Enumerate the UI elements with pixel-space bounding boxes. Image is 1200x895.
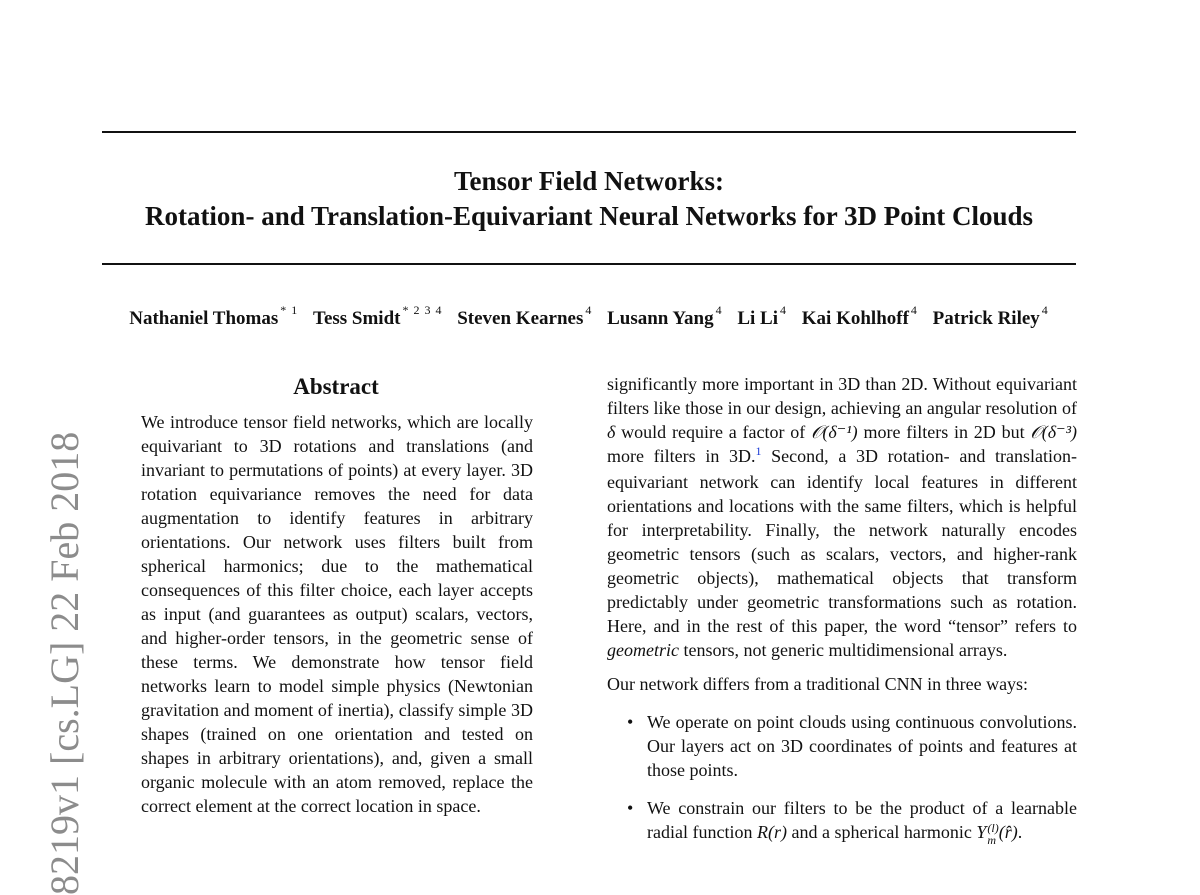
abstract-text: We introduce tensor field networks, which are locally equivariant to 3D rotations and translations (and invariant to permutations of points) at every layer. 3D rotation equivariance removes the need for data augmentation to identify features in arbitrary orientations. Our network uses filters built from spherical harmonics; due to the mathematical consequences of this filter choice, each layer accepts as input (and guarantees as output) scalars, vectors, and higher-order tensors, in the geometric sense of these terms. We demonstrate how tensor field networks learn to model simple physics (Newtonian gravitation and moment of inertia), classify simple 3D shapes (trained on one orientation and tested on shapes in arbitrary orientations), and, given a small organic molecule with an atom removed, replace the correct element at the correct location in space. [141, 412, 533, 816]
author-affiliation: 4 [1041, 303, 1049, 317]
bullet-icon: • [627, 712, 634, 732]
math-delta: δ [607, 422, 616, 442]
author-name: Lusann Yang [607, 308, 714, 330]
bullet-icon: • [627, 798, 634, 818]
author-list [100, 303, 1078, 330]
author-affiliation: 4 [585, 303, 593, 317]
math-big-o: 𝒪(δ⁻¹) [811, 422, 858, 442]
math-superscript: (l) [987, 820, 999, 835]
author [129, 303, 299, 330]
author [607, 303, 723, 330]
arxiv-stamp: 8219v1 [cs.LG] 22 Feb 2018 [42, 431, 87, 895]
text-span: would require a factor of [615, 422, 812, 442]
author-name: Patrick Riley [932, 308, 1040, 330]
author [457, 303, 593, 330]
text-span: Second, a 3D rotation- and translation-equivariant network can identify local features in different orientations and locations with the same filters, which is helpful for interpretability. Finally, the network naturally encodes geometric tensors (such as scalars, vectors, and higher-rank geometric objects), mathematical objects that transform predictably under geometric transformations such as rotation. Here, and in the rest of this paper, the word “tensor” refers to [607, 446, 1077, 636]
math-big-o: 𝒪(δ⁻³) [1030, 422, 1077, 442]
paper-title-line1: Tensor Field Networks: [454, 166, 724, 196]
author-name: Li Li [737, 308, 779, 330]
author-name: Tess Smidt [313, 308, 401, 330]
list-item-text: . [1017, 822, 1023, 842]
text-span: significantly more important in 3D than 2D. Without equivariant filters like those in our design, achieving an angular resolution of [607, 374, 1077, 418]
paper-title-line2: Rotation- and Translation-Equivariant Neural Networks for 3D Point Clouds [144, 201, 1034, 231]
author [737, 303, 788, 330]
author-affiliation: 4 [780, 303, 788, 317]
differences-list [607, 710, 1077, 846]
emphasis-geometric: geometric [607, 640, 679, 660]
list-item [627, 710, 1077, 782]
right-column [607, 372, 1077, 860]
text-span: more filters in 2D but [857, 422, 1031, 442]
text-span: tensors, not generic multidimensional arrays. [678, 640, 1008, 660]
math-radial-function: R(r) [756, 822, 787, 842]
math-indices [987, 822, 998, 846]
cnn-differences-paragraph: Our network differs from a traditional CNN in three ways: [607, 674, 1029, 694]
title-bottom-rule [102, 263, 1076, 265]
list-item-text: We constrain our filters to be the product of a learnable radial function [647, 798, 1077, 842]
list-item-text: We operate on point clouds using continuous convolutions. Our layers act on 3D coordinates of points and features at those points. [647, 712, 1077, 780]
author-affiliation: * 2 3 4 [402, 303, 443, 317]
title-top-rule [102, 131, 1076, 133]
math-argument: (r̂) [998, 822, 1018, 842]
intro-paragraph [607, 372, 1077, 662]
author-name: Nathaniel Thomas [129, 308, 279, 330]
author-name: Steven Kearnes [457, 308, 584, 330]
text-span: more filters in 3D. [607, 446, 756, 466]
math-y: Y [976, 822, 987, 842]
author [932, 303, 1049, 330]
paper-title [100, 164, 1078, 234]
author-affiliation: * 1 [280, 303, 299, 317]
list-item-text: and a spherical harmonic [786, 822, 977, 842]
math-subscript: m [987, 832, 997, 847]
list-item [627, 796, 1077, 847]
author-name: Kai Kohlhoff [801, 308, 909, 330]
author-affiliation: 4 [715, 303, 723, 317]
author [313, 303, 443, 330]
math-spherical-harmonic [976, 820, 1018, 847]
footnote-link[interactable]: 1 [755, 444, 762, 458]
author-affiliation: 4 [910, 303, 918, 317]
abstract-heading: Abstract [293, 374, 379, 399]
author [801, 303, 918, 330]
